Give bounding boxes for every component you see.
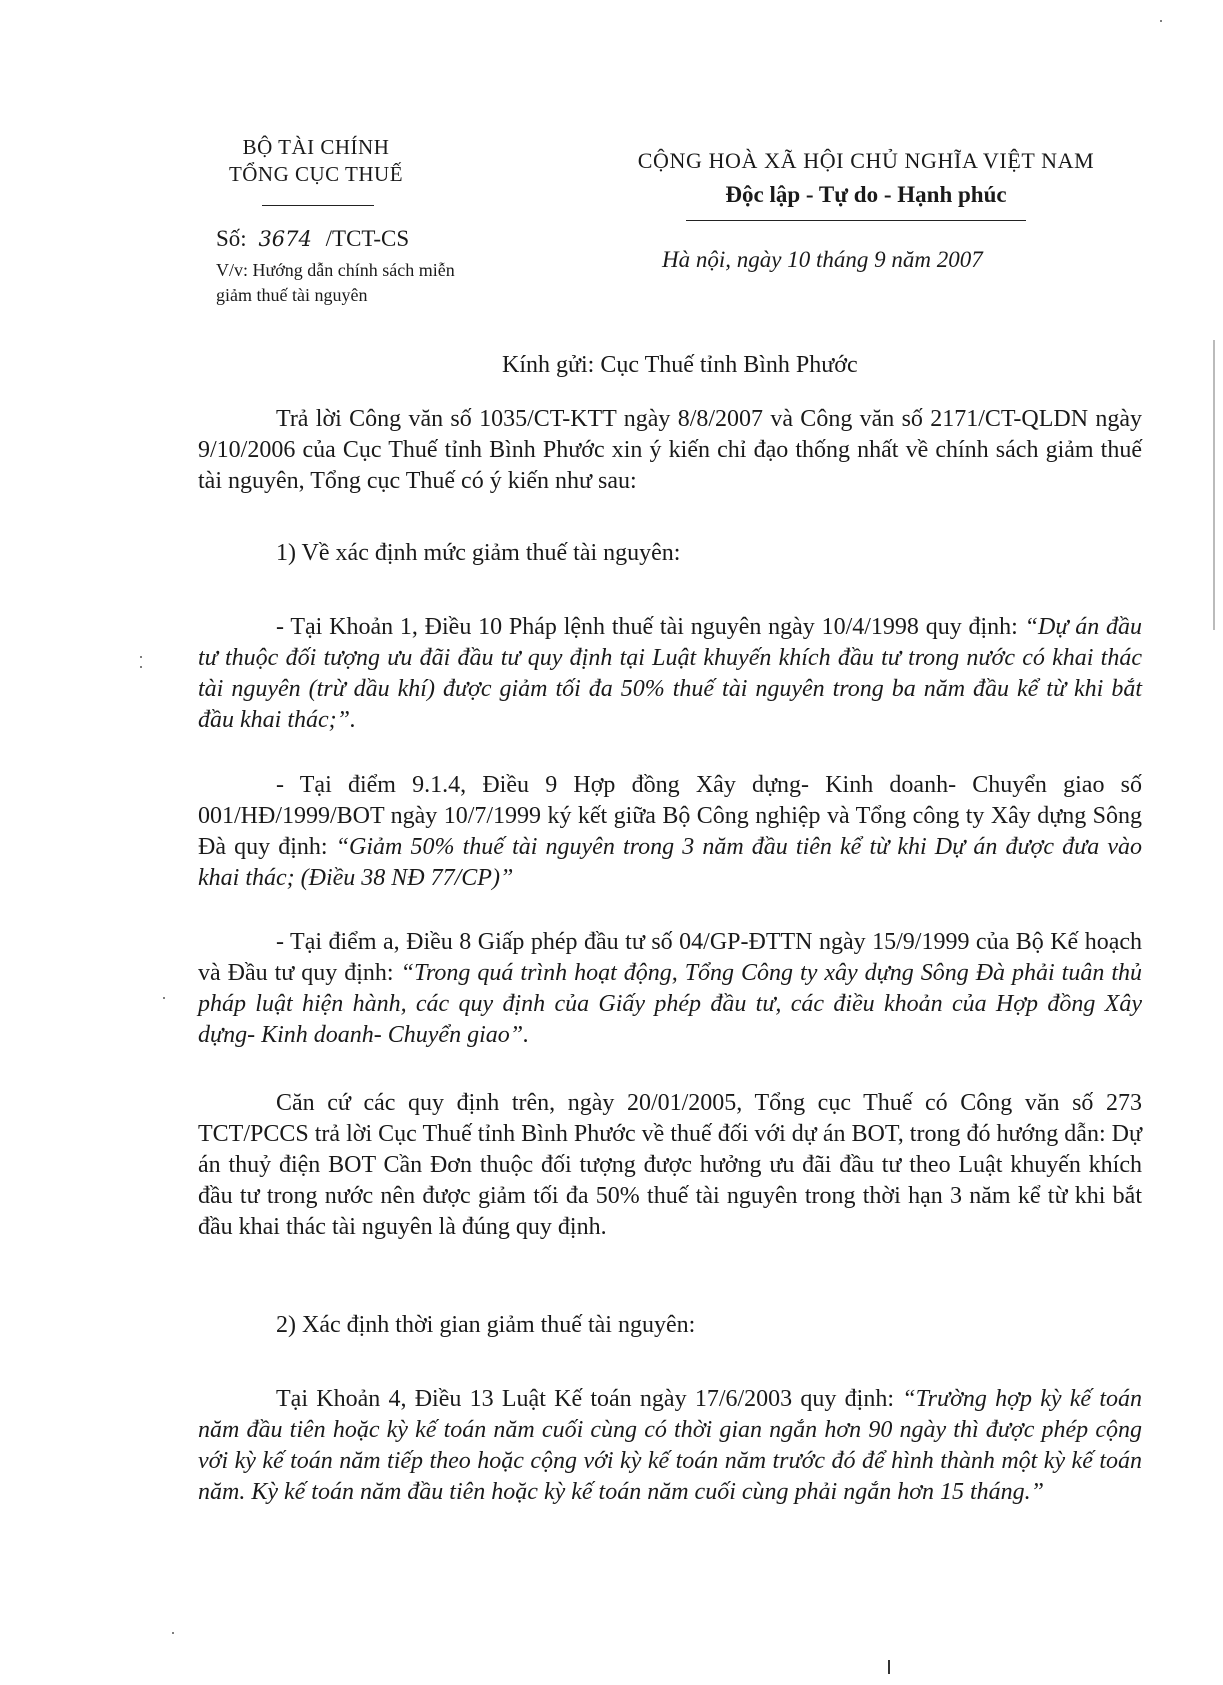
- scan-speck: [1160, 20, 1162, 22]
- scan-speck: [140, 666, 142, 668]
- intro-paragraph: [198, 404, 1142, 497]
- handwritten-number: 3674: [258, 227, 312, 251]
- country-name: CỘNG HOÀ XÃ HỘI CHỦ NGHĨA VIỆT NAM: [637, 148, 1095, 173]
- paragraph-5-quote: “Trường hợp kỳ kế toán năm đầu tiên hoặc kỳ kế toán năm cuối cùng có thời gian ngắn hơn 90 ngày thì được phép cộng với kỳ kế toán năm tiếp theo hoặc cộng với kỳ kế toán năm trước đó để hình thành một kỳ kế toán năm. Kỳ kế toán năm đầu tiên hoặc kỳ kế toán năm cuối cùng phải ngắn hơn 15 tháng.”: [198, 1386, 1143, 1505]
- paragraph-5: [198, 1384, 1142, 1508]
- paragraph-2-quote: “Giảm 50% thuế tài nguyên trong 3 năm đầu tiên kể từ khi Dự án được đưa vào khai thác; (Điều 38 NĐ 77/CP)”: [198, 834, 1142, 891]
- paragraph-5-lead: Tại Khoản 4, Điều 13 Luật Kế toán ngày 17/6/2003 quy định:: [276, 1386, 895, 1412]
- paragraph-3-quote: “Trong quá trình hoạt động, Tổng Công ty xây dựng Sông Đà phải tuân thủ pháp luật hiện hành, các quy định của Giấy phép đầu tư, các điều khoản của Hợp đồng Xây dựng- Kinh doanh- Chuyển giao”.: [198, 960, 1143, 1048]
- recipient-line: Kính gửi: Cục Thuế tỉnh Bình Phước: [502, 352, 858, 378]
- motto-underline: [686, 220, 1026, 221]
- section-2-heading-text: 2) Xác định thời gian giảm thuế tài nguyên:: [276, 1312, 696, 1338]
- paragraph-2-text: [198, 770, 1142, 894]
- intro-text: Trả lời Công văn số 1035/CT-KTT ngày 8/8/2007 và Công văn số 2171/CT-QLDN ngày 9/10/2006 của Cục Thuế tỉnh Bình Phước xin ý kiến chỉ đạo thống nhất về chính sách giảm thuế tài nguyên, Tổng cục Thuế có ý kiến như sau:: [198, 406, 1142, 494]
- paragraph-2-lead: - Tại điểm 9.1.4, Điều 9 Hợp đồng Xây dựng- Kinh doanh- Chuyển giao số 001/HĐ/1999/BOT ngày 10/7/1999 ký kết giữa Bộ Công nghiệp và Tổng công ty Xây dựng Sông Đà quy định:: [198, 772, 1142, 860]
- paragraph-1-quote: “Dự án đầu tư thuộc đối tượng ưu đãi đầu tư quy định tại Luật khuyến khích đầu tư trong nước có khai thác tài nguyên (trừ dầu khí) được giảm tối đa 50% thuế tài nguyên trong ba năm đầu kể từ khi bắt đầu khai thác;”.: [198, 614, 1143, 733]
- scan-edge: [1213, 340, 1215, 630]
- scan-speck: [140, 656, 142, 658]
- scan-speck: [172, 1632, 174, 1634]
- paragraph-3-text: [198, 927, 1142, 1051]
- subject-line-1: V/v: Hướng dẫn chính sách miễn: [216, 260, 455, 280]
- department-name: TỔNG CỤC THUẾ: [228, 162, 404, 186]
- national-header: [596, 144, 1136, 212]
- paragraph-1: [198, 612, 1142, 736]
- paragraph-3: [198, 927, 1142, 1051]
- scan-mark: [888, 1660, 890, 1674]
- paragraph-2: [198, 770, 1142, 894]
- issuer-header: [196, 134, 436, 188]
- document-number: [216, 226, 409, 252]
- section-1-heading-text: 1) Về xác định mức giảm thuế tài nguyên:: [276, 540, 681, 566]
- national-motto: Độc lập - Tự do - Hạnh phúc: [725, 182, 1007, 207]
- number-suffix: /TCT-CS: [325, 226, 410, 251]
- document-date: Hà nội, ngày 10 tháng 9 năm 2007: [662, 247, 983, 272]
- paragraph-4: [198, 1088, 1142, 1243]
- section-2-heading: [198, 1310, 1142, 1341]
- issuer-underline: [262, 205, 374, 206]
- paragraph-3-lead: - Tại điểm a, Điều 8 Giấp phép đầu tư số 04/GP-ĐTTN ngày 15/9/1999 của Bộ Kế hoạch và Đầu tư quy định:: [198, 929, 1142, 986]
- document-subject: [216, 258, 536, 308]
- paragraph-5-text: [198, 1384, 1142, 1508]
- scan-speck: [163, 997, 165, 999]
- subject-line-2: giảm thuế tài nguyên: [216, 285, 368, 305]
- paragraph-4-text: Căn cứ các quy định trên, ngày 20/01/2005, Tổng cục Thuế có Công văn số 273 TCT/PCCS trả lời Cục Thuế tỉnh Bình Phước về thuế đối với dự án BOT, trong đó hướng dẫn: Dự án thuỷ điện BOT Cần Đơn thuộc đối tượng được hưởng ưu đãi đầu tư theo Luật khuyến khích đầu tư trong nước nên được giảm tối đa 50% thuế tài nguyên trong thời hạn 3 năm kể từ khi bắt đầu khai thác tài nguyên là đúng quy định.: [198, 1090, 1142, 1240]
- paragraph-1-lead: - Tại Khoản 1, Điều 10 Pháp lệnh thuế tài nguyên ngày 10/4/1998 quy định:: [276, 614, 1018, 640]
- number-label: Số:: [216, 226, 247, 251]
- section-1-heading: [198, 538, 1142, 569]
- ministry-name: BỘ TÀI CHÍNH: [242, 135, 390, 159]
- paragraph-1-text: [198, 612, 1142, 736]
